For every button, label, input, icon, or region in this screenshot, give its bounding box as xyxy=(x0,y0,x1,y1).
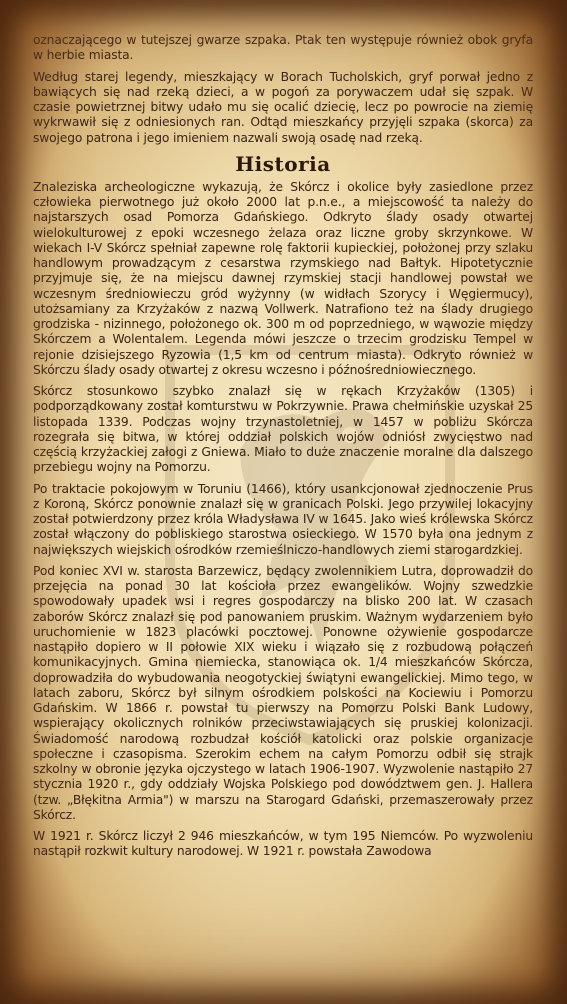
history-paragraph-4: Pod koniec XVI w. starosta Barzewicz, będący zwolennikiem Lutra, doprowadził do przejęcia na ponad 30 lat kościoła przez ewangelików. Wojny szwedzkie spowodowały upadek wsi i regres gospodarczy na blisko 200 lat. W czasach zaborów Skórcz znalazł się pod panowaniem pruskim. Ważnym wydarzeniem było uruchomienie w 1823 placówki pocztowej. Ponowne ożywienie gospodarcze nastąpiło dopiero w II połowie XIX wieku i wiązało się z rozbudową połączeń komunikacyjnych. Gmina niemiecka, stanowiąca ok. 1/4 mieszkańców Skórcza, doprowadziła do wybudowania neogotyckiej świątyni ewangelickiej. Mimo tego, w latach zaboru, Skórcz był silnym ośrodkiem polskości na Kociewiu i Pomorzu Gdańskim. W 1866 r. powstał tu pierwszy na Pomorzu Polski Bank Ludowy, wspierający okolicznych rolników przeciwstawiających się pruskiej kolonizacji. Świadomość narodową rozbudzał kościół katolicki oraz polskie organizacje społeczne i czasopisma. Szerokim echem na całym Pomorzu odbił się strajk szkolny w obronie języka ojczystego w latach 1906-1907. Wyzwolenie nastąpiło 27 stycznia 1920 r., gdy oddziały Wojska Polskiego pod dowództwem gen. J. Hallera (tzw. „Błękitna Armia") w marszu na Starogard Gdański, przemaszerowały przez Skórcz. xyxy=(33,563,533,822)
intro-paragraph-1: oznaczającego w tutejszej gwarze szpaka. Ptak ten występuje również obok gryfa w herbie miasta. xyxy=(33,33,533,63)
document-body xyxy=(33,33,533,866)
history-paragraph-2: Skórcz stosunkowo szybko znalazł się w rękach Krzyżaków (1305) i podporządkowany został komturstwu w Pokrzywnie. Prawa chełmińskie uzyskał 25 listopada 1339. Podczas wojny trzynastoletniej, w 1457 w pobliżu Skórcza rozegrała się bitwa, w której oddział polskich wojów odniósł zwycięstwo nad częścią krzyżackiej załogi z Gniewa. Miało to duże znaczenie moralne dla dalszego przebiegu wojny na Pomorzu. xyxy=(33,384,533,475)
section-title: Historia xyxy=(235,151,331,176)
history-paragraph-1: Znaleziska archeologiczne wykazują, że Skórcz i okolice były zasiedlone przez człowieka pierwotnego już około 2000 lat p.n.e., a miejscowość ta należy do najstarszych osad Pomorza Gdańskiego. Odkryto ślady osady otwartej wielokulturowej z epoki wczesnego żelaza oraz liczne groby skrzynkowe. W wiekach I-V Skórcz spełniał zapewne rolę faktorii kupieckiej, położonej przy szlaku handlowym prowadzącym z cesarstwa rzymskiego nad Bałtyk. Hipotetycznie przyjmuje się, że na miejscu dawnej rzymskiej stacji handlowej powstał we wczesnym średniowieczu gród wyżynny (w widłach Szorycy i Węgiermucy), utożsamiany za Krzyżaków z nazwą Vollwerk. Natrafiono też na ślady drugiego grodziska - nizinnego, położonego ok. 300 m od poprzedniego, w wąwozie między Skórczem a Wolentalem. Legenda mówi jeszcze o trzecim grodzisku Tempel w rejonie dzisiejszego Ryzowia (1,5 km od centrum miasta). Odkryto również w Skórczu ślady osady otwartej z okresu wczesno i późnośredniowiecznego. xyxy=(33,179,533,377)
intro-paragraph-2: Według starej legendy, mieszkający w Borach Tucholskich, gryf porwał jedno z bawiących się nad rzeką dzieci, a w pogoń za porywaczem udał się szpak. W czasie powietrznej bitwy udało mu się ocalić dziecię, lecz po powrocie na ziemię wykrwawił się z odniesionych ran. Odtąd mieszkańcy przyjęli szpaka (skorca) za swojego patrona i jego imieniem nazwali swoją osadę nad rzeką. xyxy=(33,69,533,145)
history-paragraph-3: Po traktacie pokojowym w Toruniu (1466), który usankcjonował zjednoczenie Prus z Koroną, Skórcz ponownie znalazł się w granicach Polski. Jego przywilej lokacyjny został potwierdzony przez króla Władysława IV w 1645. Jako wieś królewska Skórcz został włączony do pobliskiego starostwa osieckiego. W 1570 była ona jednym z największych wiejskich ośrodków rzemieślniczo-handlowych ziemi starogardzkiej. xyxy=(33,481,533,557)
history-paragraph-5: W 1921 r. Skórcz liczył 2 946 mieszkańców, w tym 195 Niemców. Po wyzwoleniu nastąpił rozkwit kultury narodowej. W 1921 r. powstała Zawodowa xyxy=(33,829,533,859)
